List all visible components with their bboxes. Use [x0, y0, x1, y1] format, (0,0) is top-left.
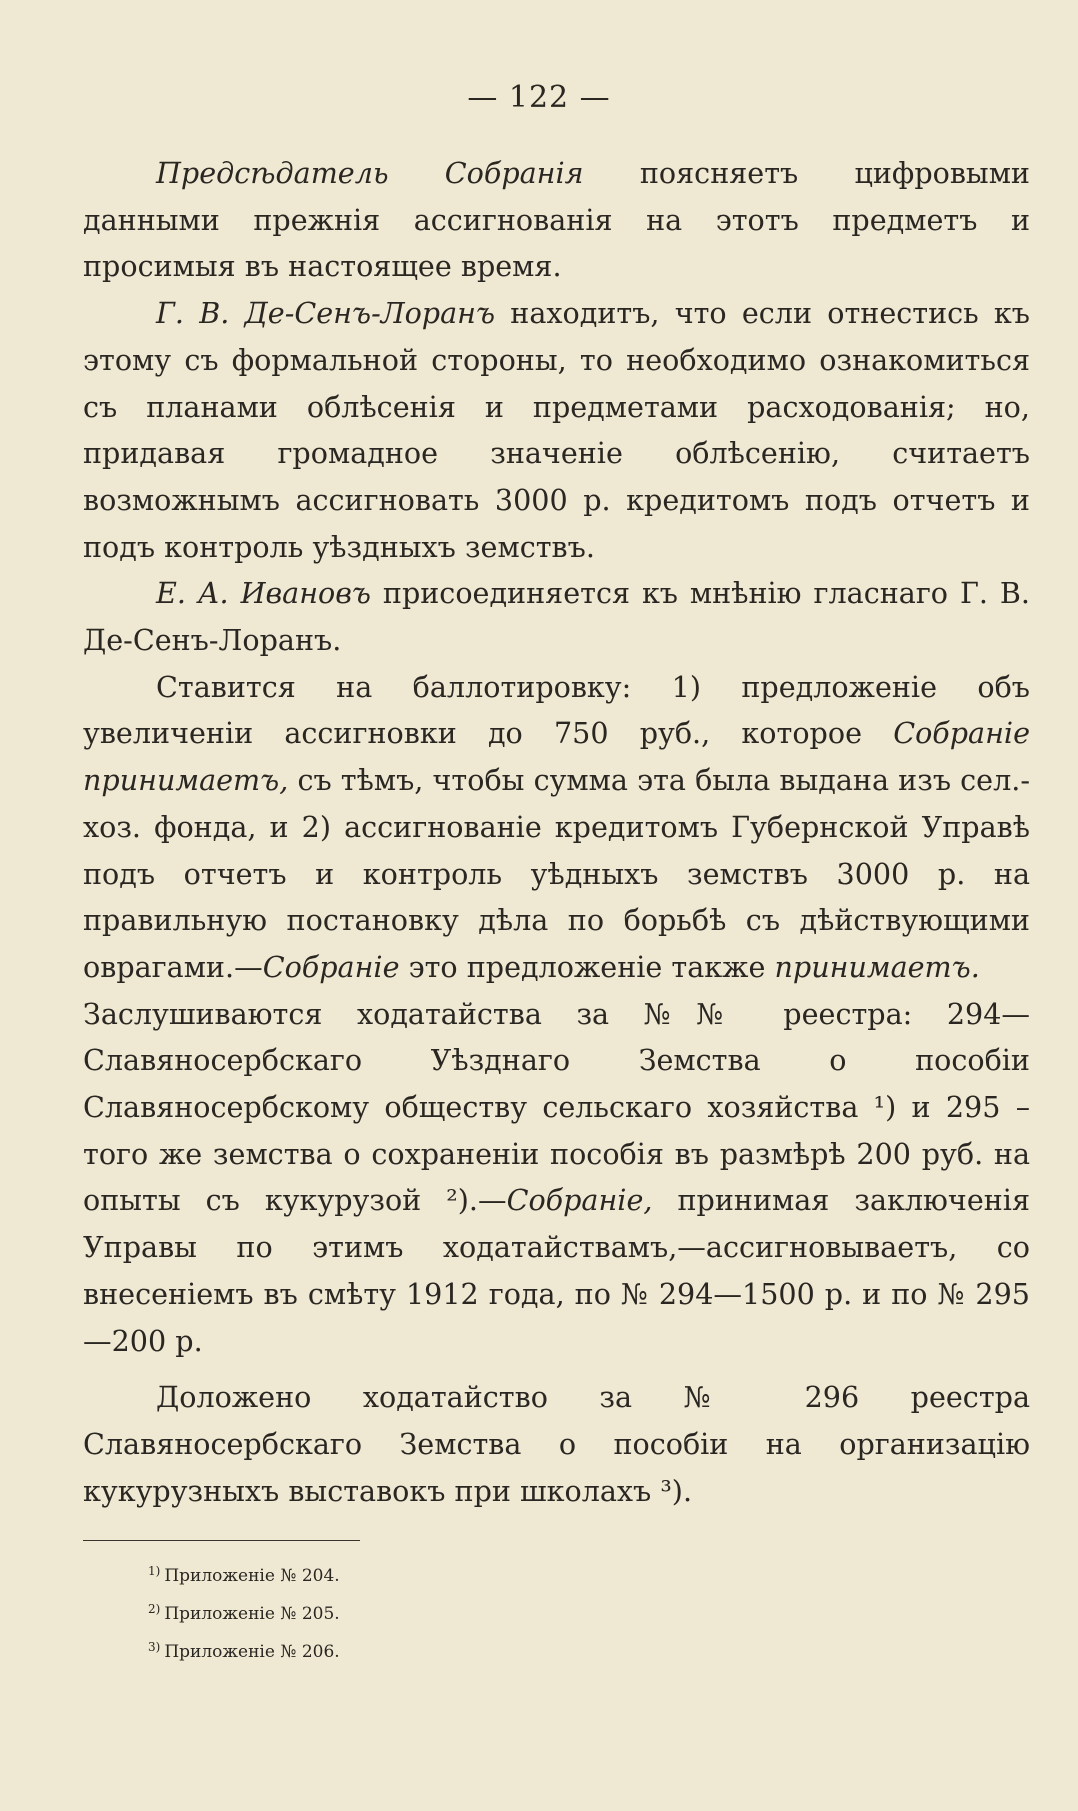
page-number: — 122 — — [467, 80, 611, 115]
paragraph-text: Ставится на баллотировку: 1) предложеніе объ увеличеніи ассигновки до 750 руб., которое — [83, 669, 1030, 751]
paragraph-ballot — [83, 664, 1030, 991]
paragraph-chairman — [83, 150, 1030, 290]
footnote-mark: 1) — [148, 1564, 161, 1578]
footnote-text: Приложеніе № 206. — [164, 1642, 340, 1662]
emphasis-text: Собраніе, — [506, 1183, 653, 1218]
paragraph-text: Заслушиваются ходатайства за №№ реестра: 294—Славяносербскаго Уѣзднаго Земства о пособіи Славяносербскому обществу сельскаго хозяйства ¹) и 295 –того же земства о сохраненіи пособія въ размѣрѣ 200 руб. на опыты съ кукурузой ²).— — [83, 996, 1030, 1218]
paragraph-petition-296 — [83, 1374, 1030, 1514]
paragraph-text: присоединяется къ мнѣнію гласнаго Г. В. Де-Сенъ-Лоранъ. — [83, 576, 1030, 658]
paragraph-text: принимая заключенія Управы по этимъ ходатайствамъ,—ассигновываетъ, со внесеніемъ въ смѣту 1912 года, по № 294—1500 р. и по № 295—200 р. — [83, 1183, 1030, 1358]
emphasis-text: принимаетъ. — [774, 949, 980, 984]
speaker-name: Е. А. Ивановъ — [156, 576, 371, 611]
footnotes — [148, 1555, 748, 1669]
paragraph-petitions — [83, 991, 1030, 1365]
footnote-mark: 2) — [148, 1602, 161, 1616]
emphasis-text: Собраніе — [262, 949, 400, 984]
paragraph-text: это предложеніе также — [399, 949, 775, 984]
paragraph-text: поясняетъ цифровыми данными прежнія ассигнованія на этотъ предметъ и просимыя въ настоящее время. — [83, 156, 1030, 284]
footnote-mark: 3) — [148, 1640, 161, 1654]
paragraph-text: съ тѣмъ, чтобы сумма эта была выдана изъ сел.-хоз. фонда, и 2) ассигнованіе кредитомъ Губернской Управѣ подъ отчетъ и контроль уѣдныхъ земствъ 3000 р. на правильную постановку дѣла по борьбѣ съ дѣйствующими оврагами.— — [83, 763, 1030, 984]
footnote-3 — [148, 1631, 748, 1669]
footnote-2 — [148, 1593, 748, 1631]
footnote-divider — [83, 1540, 360, 1541]
emphasis-text: Собраніе принимаетъ, — [83, 716, 1030, 798]
paragraph-ivanov — [83, 570, 1030, 663]
body-text — [83, 150, 1030, 1514]
paragraph-text: Доложено ходатайство за № 296 реестра Славяносербскаго Земства о пособіи на организацію кукурузныхъ выставокъ при школахъ ³). — [83, 1380, 1030, 1508]
speaker-name: Предсѣдатель Собранія — [156, 156, 584, 190]
paragraph-text: находитъ, что если отнестись къ этому съ формальной стороны, то необходимо ознакомиться съ планами облѣсенія и предметами расходованія; но, придавая громадное значеніе облѣсенію, считаетъ возможнымъ ассигновать 3000 р. кредитомъ подъ отчетъ и подъ контроль уѣздныхъ земствъ. — [83, 296, 1030, 564]
footnote-1 — [148, 1555, 748, 1593]
paragraph-de-saint-laurent — [83, 290, 1030, 570]
footnote-text: Приложеніе № 205. — [164, 1604, 340, 1624]
footnote-text: Приложеніе № 204. — [164, 1566, 340, 1586]
speaker-name: Г. В. Де-Сенъ-Лоранъ — [156, 296, 496, 331]
